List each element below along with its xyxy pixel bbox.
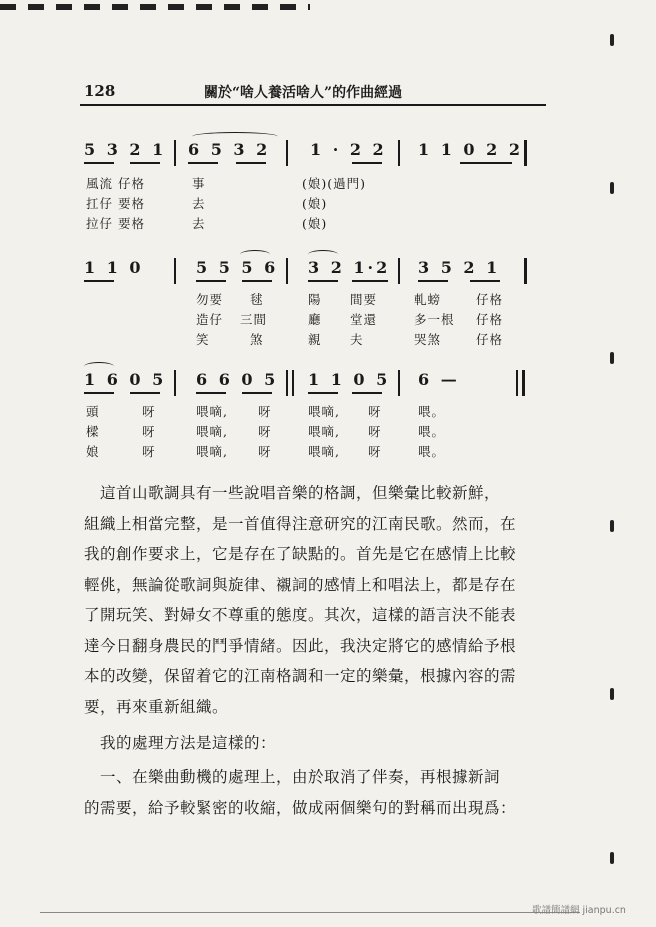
lyric-word: 呀 <box>142 424 156 439</box>
beam <box>308 392 338 394</box>
beam <box>130 392 160 394</box>
lyric-word: 毬 <box>250 292 264 307</box>
bottom-rule <box>40 912 580 913</box>
score-row-2 <box>80 258 530 288</box>
running-title: 關於“啥人養活啥人”的作曲經過 <box>204 85 403 101</box>
page-number: 128 <box>84 82 116 100</box>
lyric-line <box>80 194 540 214</box>
beam <box>84 280 114 282</box>
score-bar: 6 — <box>418 370 460 389</box>
lyric-line <box>80 442 540 462</box>
score-bar: 1 1 0 2 2 <box>418 140 523 159</box>
top-edge-dashes <box>0 4 310 10</box>
lyric-word: 哭煞 <box>414 332 442 347</box>
binding-mark <box>610 34 614 46</box>
lyric-word: 喂嘀, <box>196 424 228 439</box>
lyric-word: 喂。 <box>418 424 446 439</box>
lyric-word: 喂嘀, <box>308 424 340 439</box>
beam <box>352 162 382 164</box>
barline <box>174 370 176 396</box>
site-watermark: 歌譜簡譜網 jianpu.cn <box>532 905 626 916</box>
text-line: 本的改變，保留着它的江南格調和一定的樂彙，根據內容的需 <box>84 667 517 685</box>
score-bar: 6 6 0 5 <box>196 370 279 389</box>
lyric-line <box>80 290 540 310</box>
body-paragraph <box>84 762 554 823</box>
barline <box>516 370 518 396</box>
barline <box>286 258 288 284</box>
body-paragraph <box>84 728 554 759</box>
lyric-word: 娘 <box>86 444 100 459</box>
lyric-line <box>80 330 540 350</box>
lyric-word: 頭 <box>86 404 100 419</box>
text-line: 這首山歌調具有一些說唱音樂的格調，但樂彙比較新鮮， <box>100 484 501 502</box>
beam <box>84 162 114 164</box>
lyric-word: 造仔 <box>196 312 224 327</box>
lyric-word: 樑 <box>86 424 100 439</box>
beam <box>352 280 388 282</box>
lyric-word: 仔格 <box>476 312 504 327</box>
page-header <box>84 82 546 104</box>
barline <box>522 370 525 396</box>
lyric-word: 軋螃 <box>414 292 442 307</box>
barline <box>524 140 527 166</box>
lyric-word: 呀 <box>142 444 156 459</box>
lyric-word: 多一根 <box>414 312 455 327</box>
lyric-word: (娘) <box>302 216 328 231</box>
lyric-word: 喂。 <box>418 404 446 419</box>
lyric-word: 風流 仔格 <box>86 176 145 191</box>
score-bar: 5 3 2 1 <box>84 140 167 159</box>
beam <box>352 392 382 394</box>
score-bar: 3 2 1·2 <box>308 258 391 277</box>
lyric-word: 拉仔 要格 <box>86 216 145 231</box>
lyric-word: 親 <box>308 332 322 347</box>
slur <box>192 132 278 141</box>
body-paragraph <box>84 478 554 722</box>
header-rule <box>80 104 546 106</box>
beam <box>196 392 226 394</box>
binding-mark <box>610 852 614 864</box>
lyric-word: 喂嘀, <box>308 404 340 419</box>
score-row-1 <box>80 140 530 170</box>
lyric-word: 呀 <box>258 444 272 459</box>
lyric-word: 笑 <box>196 332 210 347</box>
text-line: 了開玩笑、對婦女不尊重的態度。其次，這樣的語言決不能表 <box>84 606 517 624</box>
barline <box>286 140 288 166</box>
lyric-word: 陽 <box>308 292 322 307</box>
score-bar: 1 1 0 5 <box>308 370 391 389</box>
beam <box>308 280 338 282</box>
score-bar: 5 5 5 6 <box>196 258 279 277</box>
text-line: 要，再來重新組織。 <box>84 697 229 716</box>
lyric-word: (娘)(過門) <box>302 176 367 191</box>
lyric-word: 喂嘀, <box>308 444 340 459</box>
lyric-word: 喂。 <box>418 444 446 459</box>
lyric-line <box>80 174 540 194</box>
lyric-word: 去 <box>192 216 206 231</box>
lyric-word: 間要 <box>350 292 378 307</box>
lyric-line <box>80 422 540 442</box>
score-bar: 6 5 3 2 <box>188 140 271 159</box>
barline <box>174 258 176 284</box>
lyric-word: 仔格 <box>476 332 504 347</box>
barline <box>524 258 527 284</box>
score-bar: 3 5 2 1 <box>418 258 501 277</box>
lyric-word: 勿要 <box>196 292 224 307</box>
lyric-word: 呀 <box>258 404 272 419</box>
lyric-line <box>80 310 540 330</box>
lyric-line <box>80 402 540 422</box>
lyric-word: 喂嘀, <box>196 404 228 419</box>
lyric-word: 呀 <box>142 404 156 419</box>
lyric-word: 呀 <box>368 444 382 459</box>
binding-mark <box>610 520 614 532</box>
score-bar: 1 1 0 <box>84 258 144 277</box>
lyric-word: 喂嘀, <box>196 444 228 459</box>
lyric-word: 煞 <box>250 332 264 347</box>
text-line: 組織上相當完整，是一首值得注意研究的江南民歌。然而，在 <box>84 514 517 533</box>
barline <box>174 140 176 166</box>
lyric-word: 去 <box>192 196 206 211</box>
text-line: 達今日翻身農民的鬥爭情緒。因此，我決定將它的感情給予根 <box>84 636 517 655</box>
barline <box>286 370 288 396</box>
score-row-3 <box>80 370 530 400</box>
beam <box>470 280 500 282</box>
slur <box>84 362 114 371</box>
score-bar: 1 6 0 5 <box>84 370 167 389</box>
beam <box>418 280 448 282</box>
beam <box>196 280 226 282</box>
text-line: 一、在樂曲動機的處理上，由於取消了伴奏，再根據新詞 <box>100 768 501 786</box>
text-line: 我的創作要求上，它是存在了缺點的。首先是它在感情上比較 <box>84 545 517 563</box>
text-line: 的需要，給予較緊密的收縮，做成兩個樂句的對稱而出現爲： <box>84 798 517 817</box>
lyric-word: 呀 <box>368 424 382 439</box>
barline <box>398 370 400 396</box>
lyric-word: 堂還 <box>350 312 378 327</box>
barline <box>398 140 400 166</box>
lyric-word: 三間 <box>240 312 268 327</box>
beam <box>242 392 272 394</box>
lyric-word: (娘) <box>302 196 328 211</box>
barline <box>292 370 294 396</box>
lyric-word: 夫 <box>350 332 364 347</box>
text-line: 我的處理方法是這樣的： <box>100 734 277 752</box>
beam <box>130 162 160 164</box>
binding-mark <box>610 352 614 364</box>
lyric-line <box>80 214 540 234</box>
binding-mark <box>610 688 614 700</box>
barline <box>398 258 400 284</box>
beam <box>236 162 266 164</box>
beam <box>242 280 272 282</box>
lyric-word: 扛仔 要格 <box>86 196 145 211</box>
beam <box>84 392 114 394</box>
lyric-word: 事 <box>192 176 206 191</box>
score-bar: 1 · 2 2 <box>310 140 387 159</box>
beam <box>460 162 512 164</box>
slur <box>240 250 270 259</box>
beam <box>188 162 218 164</box>
lyric-word: 仔格 <box>476 292 504 307</box>
lyric-word: 呀 <box>258 424 272 439</box>
slur <box>308 250 338 259</box>
lyric-word: 呀 <box>368 404 382 419</box>
lyric-word: 廳 <box>308 312 322 327</box>
binding-mark <box>610 182 614 194</box>
text-line: 輕佻，無論從歌詞與旋律、襯詞的感情上和唱法上，都是存在 <box>84 575 517 594</box>
